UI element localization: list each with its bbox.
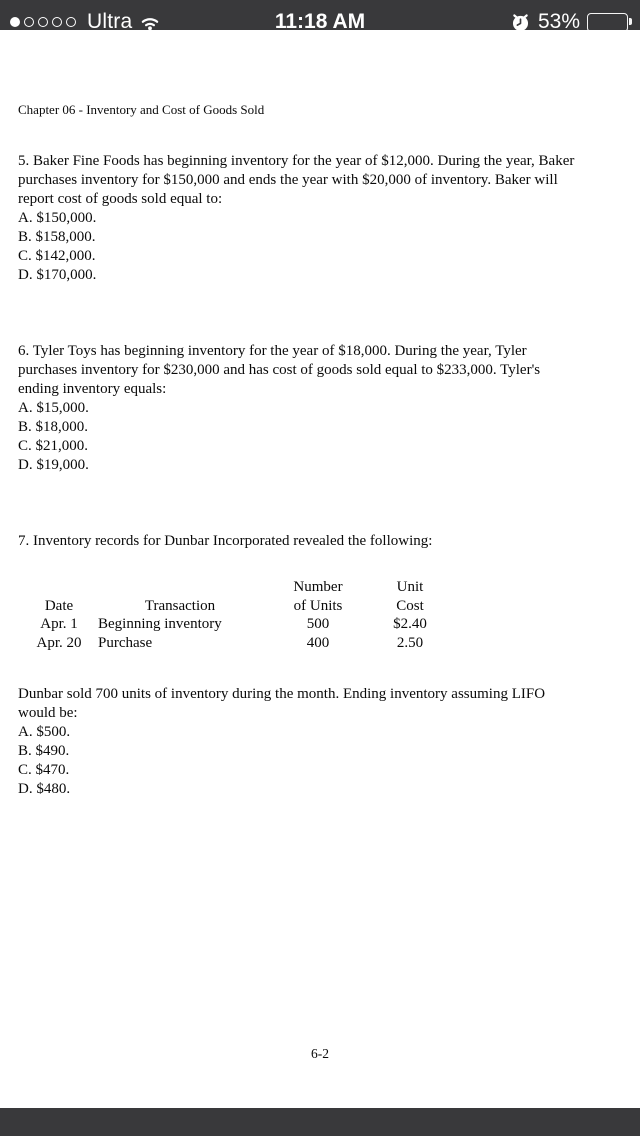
question-6-line: purchases inventory for $230,000 and has cost of goods sold equal to $233,000. Tyler's bbox=[18, 362, 541, 378]
question-7-option-a: A. $500. bbox=[18, 724, 71, 740]
clock-time: 11:18 AM bbox=[274, 10, 366, 30]
inventory-table bbox=[28, 578, 454, 652]
battery-percent-label: 53% bbox=[537, 10, 580, 30]
table-cell: Date bbox=[44, 597, 74, 614]
signal-dot bbox=[24, 17, 34, 27]
question-5-option-c: C. $142,000. bbox=[18, 248, 96, 264]
status-bar-right bbox=[510, 10, 632, 30]
chapter-header: Chapter 06 - Inventory and Cost of Goods Sold bbox=[18, 102, 265, 117]
question-7-option-b: B. $490. bbox=[18, 743, 70, 759]
table-header-row-bottom bbox=[28, 597, 454, 616]
question-6-option-b: B. $18,000. bbox=[18, 419, 89, 435]
question-5-option-d: D. $170,000. bbox=[18, 267, 97, 283]
question-5-line: report cost of goods sold equal to: bbox=[18, 191, 223, 207]
table-cell: Transaction bbox=[144, 597, 216, 614]
table-cell bbox=[28, 578, 90, 597]
question-7-line: Dunbar sold 700 units of inventory during the month. Ending inventory assuming LIFO bbox=[18, 686, 546, 702]
table-cell: Number bbox=[293, 579, 343, 595]
bottom-bar bbox=[0, 1108, 640, 1136]
table-cell: Unit bbox=[396, 579, 424, 595]
signal-dot bbox=[10, 17, 20, 27]
battery-icon bbox=[587, 13, 628, 31]
table-cell: 2.50 bbox=[396, 634, 424, 651]
table-cell: 400 bbox=[306, 634, 330, 651]
table-cell: Cost bbox=[396, 597, 424, 614]
question-7-line: 7. Inventory records for Dunbar Incorporated revealed the following: bbox=[18, 533, 433, 549]
wifi-icon bbox=[139, 14, 161, 31]
signal-strength-icon bbox=[10, 17, 80, 27]
question-6-option-d: D. $19,000. bbox=[18, 457, 89, 473]
signal-dot bbox=[66, 17, 76, 27]
table-header-row-top bbox=[28, 578, 454, 597]
question-5-option-a: A. $150,000. bbox=[18, 210, 97, 226]
table-cell: Apr. 1 bbox=[40, 616, 78, 632]
question-6 bbox=[18, 342, 626, 475]
status-bar bbox=[0, 0, 640, 30]
question-5 bbox=[18, 152, 626, 285]
question-5-option-b: B. $158,000. bbox=[18, 229, 96, 245]
question-6-option-c: C. $21,000. bbox=[18, 438, 89, 454]
question-5-line: 5. Baker Fine Foods has beginning inventory for the year of $12,000. During the year, Baker bbox=[18, 153, 575, 169]
table-cell bbox=[90, 578, 270, 597]
question-6-line: 6. Tyler Toys has beginning inventory for the year of $18,000. During the year, Tyler bbox=[18, 343, 527, 359]
signal-dot bbox=[38, 17, 48, 27]
table-cell: Apr. 20 bbox=[36, 634, 82, 651]
status-bar-content bbox=[0, 7, 640, 30]
question-7-option-d: D. $480. bbox=[18, 781, 71, 797]
status-bar-left bbox=[10, 10, 161, 30]
document-page bbox=[0, 30, 640, 1108]
alarm-clock-icon bbox=[510, 12, 531, 31]
question-7-intro bbox=[18, 532, 626, 551]
table-row bbox=[28, 615, 454, 634]
question-6-option-a: A. $15,000. bbox=[18, 400, 89, 416]
table-cell: 500 bbox=[306, 616, 330, 632]
signal-dot bbox=[52, 17, 62, 27]
question-7-line: would be: bbox=[18, 705, 78, 721]
question-5-line: purchases inventory for $150,000 and ends the year with $20,000 of inventory. Baker will bbox=[18, 172, 558, 188]
table-cell: Beginning inventory bbox=[98, 616, 222, 632]
table-cell: Purchase bbox=[98, 634, 153, 651]
question-7-continuation bbox=[18, 685, 626, 799]
carrier-label: Ultra bbox=[87, 10, 133, 30]
question-7-option-c: C. $470. bbox=[18, 762, 70, 778]
table-cell: $2.40 bbox=[393, 616, 427, 632]
page-number: 6-2 bbox=[311, 1046, 329, 1061]
table-cell: of Units bbox=[293, 597, 343, 614]
question-6-line: ending inventory equals: bbox=[18, 381, 167, 397]
table-row bbox=[28, 634, 454, 653]
